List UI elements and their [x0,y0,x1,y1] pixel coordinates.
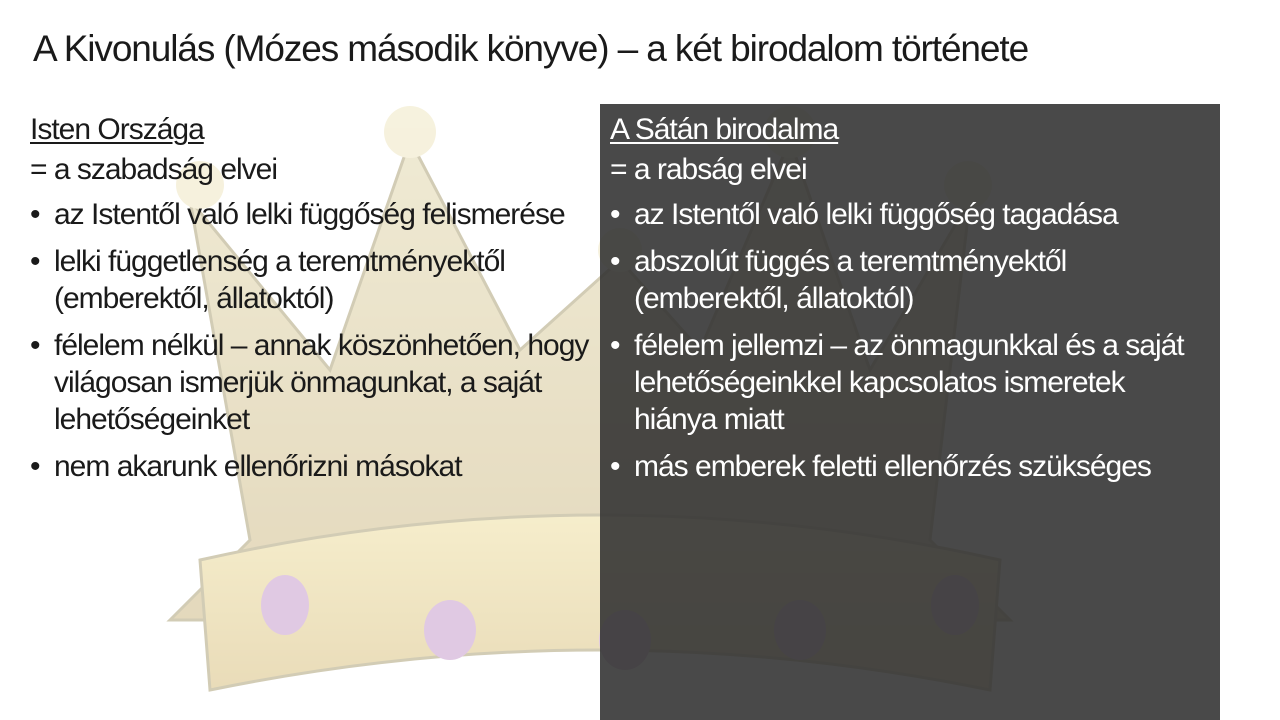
kingdom-of-god-column [30,110,590,495]
list-item-text: félelem jellemzi – az önmagunkkal és a saját lehetőségeinkkel kapcsolatos ismeretek hiánya miatt [634,329,1184,436]
list-item [30,448,590,485]
satan-kingdom-column [610,110,1210,495]
list-item-text: az Istentől való lelki függőség tagadása [634,198,1118,231]
column-subtitle: = a szabadság elvei [30,153,278,186]
slide-title: A Kivonulás (Mózes második könyve) – a két birodalom története [33,28,1029,69]
list-item-text: az Istentől való lelki függőség felismerése [54,198,565,231]
bullet-icon: • [30,329,40,362]
bullet-icon: • [30,198,40,231]
column-subtitle: = a rabság elvei [610,153,807,186]
list-item [610,327,1210,438]
list-item [30,327,590,438]
list-item-text: más emberek feletti ellenőrzés szükséges [634,450,1151,483]
bullet-icon: • [30,245,40,278]
list-item [610,196,1210,233]
list-item [610,448,1210,485]
bullet-icon: • [30,450,40,483]
column-heading: Isten Országa [30,113,204,146]
bullet-list [610,196,1210,485]
list-item-text: abszolút függés a teremtményektől (emberektől, állatoktól) [634,245,1067,315]
list-item-text: lelki függetlenség a teremtményektől (emberektől, állatoktól) [54,245,505,315]
bullet-list [30,196,590,485]
bullet-icon: • [610,329,620,362]
list-item [30,243,590,317]
list-item [610,243,1210,317]
bullet-icon: • [610,450,620,483]
list-item [30,196,590,233]
column-heading: A Sátán birodalma [610,113,839,146]
list-item-text: félelem nélkül – annak köszönhetően, hogy világosan ismerjük önmagunkat, a saját lehetőségeinket [54,329,589,436]
list-item-text: nem akarunk ellenőrizni másokat [54,450,462,483]
bullet-icon: • [610,198,620,231]
bullet-icon: • [610,245,620,278]
